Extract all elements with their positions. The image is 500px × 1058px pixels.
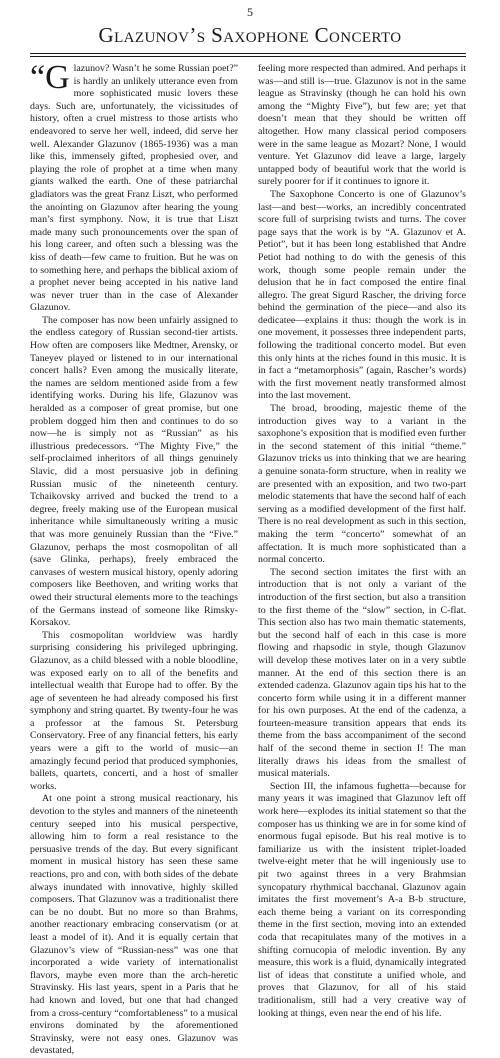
title-rule-bottom <box>30 56 466 57</box>
paragraph: feeling more respected than admired. And perhaps it was—and still is—true. Glazunov is not in the same league as Stravinsky (though he can hold his own among the “Mighty Five”), but few are; yet that doesn’t mean that they should be written off altogether. How many classical period composers were in the same league as Mozart? None, I would venture. Yet Glazunov did leave a large, largely untapped body of beautiful work that the world is surely poorer for if it continues to ignore it. <box>258 63 466 188</box>
paragraph: The broad, brooding, majestic theme of the introduction gives way to a variant in the saxophone’s exposition that is modified even further in the second statement of this initial “theme.” Glazunov tricks us into thinking that we are hearing a genuine sonata-form structure, when in reality we are presented with an exposition, and two two-part melodic statements that have the second half of each serving as a modified development of the first half. There is no real development as such in this section, making the term “concerto” somewhat of an affectation. It is much more sophisticated than a normal concerto. <box>258 403 466 566</box>
left-column <box>30 59 238 1057</box>
article-body <box>30 59 466 1057</box>
paragraph: The composer has now been unfairly assigned to the endless category of Russian second-tier artists. How often are composers like Medtner, Arensky, or Taneyev played or listened to in our international concert halls? Even among the musically literate, the names are seldom mentioned aside from a few identifying works. During his life, Glazunov was heralded as a composer of great promise, but one problem dogged him then and continues to do so now—he is simply not as “Russian” as his illustrious predecessors. “The Mighty Five,” the self-proclaimed inheritors of all things genuinely Slavic, did a most persuasive job in defining Russian music of the nineteenth century. Tchaikovsky arrived and bucked the trend to a degree, freely making use of the European musical inheritance while simultaneously writing a music that was more genuinely Russian than the “Five.” Glazunov, perhaps the most cosmopolitan of all (save Glinka, perhaps), freely embraced the canvases of western musical history, openly adoring composers like Beethoven, and writing works that owed their structural elements more to the teachings of the Germans instead of someone like Rimsky-Korsakov. <box>30 314 238 629</box>
title-rule-top <box>30 53 466 54</box>
paragraph: Section III, the infamous fughetta—because for many years it was imagined that Glazunov left off work here—explodes its initial statement so that the composer has us thinking we are in for some kind of enormous fugal episode. But his real motive is to familiarize us with the insistent triplet-loaded twelve-eight meter that he will ingeniously use to pit two against threes in a very Brahmsian syncopatury rhythmical bacchanal. Glazunov again imitates the first movement’s A-a B-b structure, each theme being a variant on its corresponding theme in the first section, moving into an extended coda that recapitulates many of the motives in a shifting cornucopia of melodic invention. By any measure, this work is a fluid, dynamically integrated list of ideas that constitute a unified whole, and proves that Glazunov, for all of his staid traditionalism, still had a very creative way of looking at things, even near the end of his life. <box>258 780 466 1019</box>
drop-cap: “G <box>30 59 70 96</box>
page-number: 5 <box>247 5 253 19</box>
article-title: Glazunov’s Saxophone Concerto <box>98 23 402 47</box>
paragraph: This cosmopolitan worldview was hardly surprising considering his privileged upbringing. Glazunov, as a child blessed with a noble bloodline, was exposed early on to all of the benefits and intellectual wealth that Europe had to offer. By the age of seventeen he had already composed his first symphony and string quartet. By twenty-four he was a professor at the famous St. Petersburg Conservatory. Free of any financial fetters, his early years were a gift to the world of music—an amazingly fecund period that produced symphonies, ballets, quartets, concerti, and a host of smaller works. <box>30 629 238 792</box>
paragraph <box>30 59 238 315</box>
paragraph: The second section imitates the first with an introduction that is not only a variant of the introduction of the first section, but also a transition to the first theme of the “slow” section, in C-flat. This section also has two main thematic statements, but the second half of each in this case is more flowing and rhapsodic in style, though Glazunov will develop these motives later on in a very subtle manner. At the end of this section there is an extended cadenza. Glazunov again tips his hat to the concerto form while using it in a different manner for his own purposes. At the end of the cadenza, a fourteen-measure transition appears that ends its theme from the bass accompaniment of the second half of the second theme in section I! The man literally draws his ideas from the smallest of musical materials. <box>258 566 466 780</box>
paragraph-text: lazunov? Wasn’t he some Russian poet?” is hardly an unlikely utterance even from more sophisticated music lovers these days. Such are, unfortunately, the vicissitudes of history, often a cruel mistress to those artists who endeavored to serve her well, indeed, did serve her well. Alexander Glazunov (1865-1936) was a man like this, immensely gifted, prophesied over, and playing the role of prophet at a time when many giants walked the earth. One of these patriarchal gladiators was the great Franz Liszt, who performed the anointing on Glazunov after hearing the young man’s first symphony. Now, it is true that Liszt made many such pronouncements over the span of his long career, and often such a blessing was the kiss of death—few came to fruition. But he was on to something here, and perhaps the biblical axiom of a prophet never being accepted in his native land was never truer than in the case of Alexander Glazunov. <box>30 63 238 314</box>
paragraph: At one point a strong musical reactionary, his devotion to the styles and manners of the nineteenth century seeped into his musical perspective, allowing him to form a real resistance to the persuasive trends of the day. But every significant moment in musical history has seen these same reactions, pro and con, with both sides of the debate always inundated with innovative, highly skilled composers. That Glazunov was a traditionalist there can be no doubt. But no more so than Brahms, another reactionary embracing conservatism (or at least a model of it). And it is equally certain that Glazunov’s view of “Russian-ness” was one that incorporated a wide variety of internationalist flavors, maybe even more than the arch-heretic Stravinsky. His last years, spent in a Paris that he had known and loved, but one that had changed from a cross-century “comfortableness” to a musical environs dominated by the aforementioned Stravinsky, were not easy ones. Glazunov was devastated, <box>30 793 238 1057</box>
right-column <box>258 63 466 1019</box>
paragraph: The Saxophone Concerto is one of Glazunov’s last—and best—works, an incredibly concentrated score full of surprising twists and turns. The cover page says that the work is by “A. Glazunov et A. Petiot”, but it has been long established that Andre Petiot had nothing to do with the genesis of this work, though some people remain under the delusion that he in fact composed the entire final allegro. The great Sigurd Rascher, the driving force behind the germination of the piece—and also its dedicatee—explains it thus: though the work is in one movement, it possesses three independent parts, following the traditional concerto model. But even this only hints at the riches found in this music. It is in fact a “metamorphosis” (again, Rascher’s words) with the first movement neatly transformed almost into the last movement. <box>258 188 466 402</box>
